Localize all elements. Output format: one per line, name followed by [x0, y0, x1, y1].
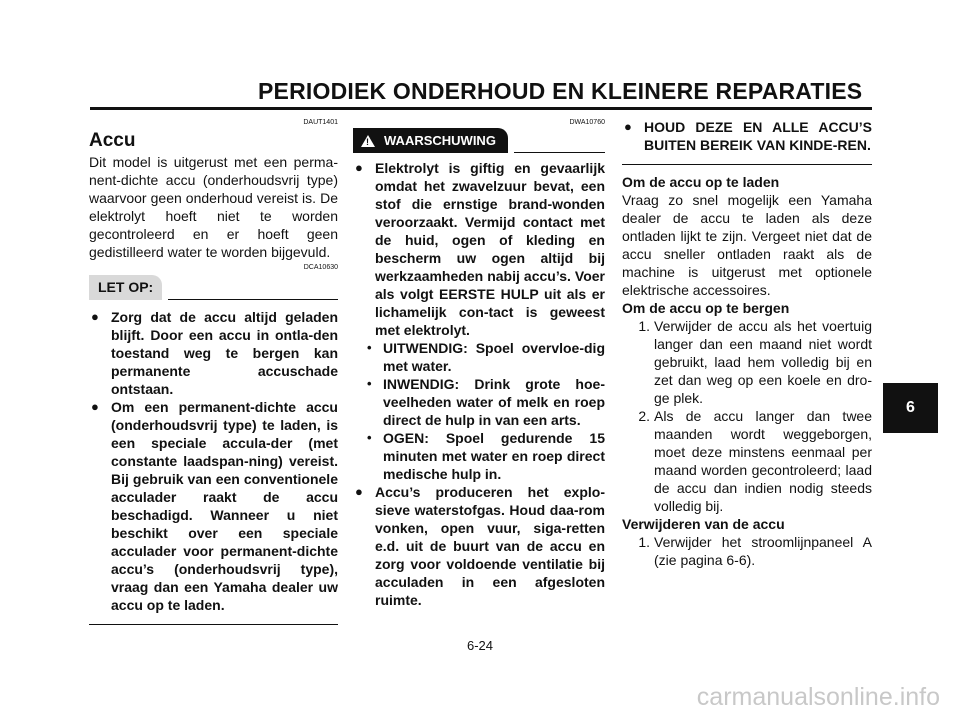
- warning-end-rule: [622, 164, 872, 165]
- remove-heading: Verwijderen van de accu: [622, 516, 785, 532]
- section-title: Accu: [89, 130, 136, 151]
- store-heading: Om de accu op te bergen: [622, 300, 790, 316]
- column-1: [89, 118, 338, 625]
- first-aid-list: [353, 339, 605, 483]
- warning-header: [353, 128, 605, 153]
- list-item: • UITWENDIG: Spoel overvloe-dig met water.: [353, 339, 605, 375]
- column-2: [353, 118, 605, 609]
- warning-badge: [353, 128, 508, 153]
- list-item: ● Accu’s produceren het explo-sieve waterstofgas. Houd daa-rom vonken, open vuur, siga-retten e.d. uit de buurt van de accu en zorg voor voldoende ventilatie bij acculaden in een afgesloten ruimte.: [353, 483, 605, 609]
- list-item: 1. Verwijder het stroomlijnpaneel A (zie pagina 6-6).: [638, 534, 872, 568]
- list-item: • INWENDIG: Drink grote hoe-veelheden water of melk en roep direct de hulp in van een arts.: [353, 375, 605, 429]
- list-item: 2. Als de accu langer dan twee maanden wordt weggeborgen, moet deze minstens eenmaal per maand worden gecontroleerd; laad de accu dan indien nodig steeds volledig bij.: [638, 408, 872, 514]
- header-rule: [90, 107, 872, 110]
- warning-code: DWA10760: [569, 119, 605, 126]
- notice-header: [89, 275, 338, 300]
- list-item: ● Om een permanent-dichte accu (onderhoudsvrij type) te laden, is een speciale accula-der (met constante laadspan-ning) vereist. Bij gebruik van een conventionele acculader raakt de accu beschadigd. Wanneer u niet beschikt over een speciale acculader voor permanent-dichte accu’s (onderhoudsvrij type), vraag dan een Yamaha dealer uw accu op te laden.: [89, 398, 338, 614]
- store-steps: [622, 317, 872, 515]
- list-item: • OGEN: Spoel gedurende 15 minuten met water en roep direct medische hulp in.: [353, 429, 605, 483]
- warning-label: WAARSCHUWING: [384, 133, 496, 148]
- notice-list: [89, 308, 338, 614]
- watermark: carmanualsonline.info: [696, 683, 940, 711]
- charge-paragraph: Vraag zo snel mogelijk een Yamaha dealer de accu te laden als deze ontladen lijkt te zijn. Vergeet niet dat de accu sneller ontladen raakt als de machine is uitgerust met optionele elektrische accessoires.: [622, 192, 872, 298]
- warning-list: [353, 159, 605, 609]
- notice-code: DCA10630: [303, 264, 338, 271]
- page-number: 6-24: [466, 638, 494, 653]
- chapter-tab: 6: [883, 383, 938, 433]
- section-code: DAUT1401: [303, 119, 338, 126]
- list-item: 1. Verwijder de accu als het voertuig langer dan een maand niet wordt gebruikt, laad hem volledig bij en zet dan weg op een koele en dro-ge plek.: [638, 318, 872, 406]
- charge-heading: Om de accu op te laden: [622, 174, 780, 190]
- intro-paragraph: Dit model is uitgerust met een perma-nent-dichte accu (onderhoudsvrij type) waarvoor geen onderhoud vereist is. De elektrolyt hoeft niet te worden gecontroleerd en er hoeft geen gedistilleerd water te worden bijgevuld.: [89, 154, 338, 260]
- list-item: ● Elektrolyt is giftig en gevaarlijk omdat het zwavelzuur bevat, een stof die ernstige brand-wonden veroorzaakt. Vermijd contact met de huid, ogen of kleding en bescherm uw ogen altijd bij werkzaamheden nabij accu’s. Voer als volgt EERSTE HULP uit als er lichamelijk con-tact is geweest met elektrolyt. • UITWENDIG: Spoel overvloe-dig met water. • INWENDIG: Drink grote hoe-veelheden water of melk en roep direct de hulp in van een arts. • OGEN: Spoel gedurende 15 minuten met water en roep direct medische hulp in.: [353, 159, 605, 483]
- page-header-title: PERIODIEK ONDERHOUD EN KLEINERE REPARATIES: [258, 78, 863, 104]
- warning-icon: !: [361, 135, 375, 147]
- warning-list-continued: [622, 118, 872, 154]
- column-3: [622, 118, 872, 569]
- notice-rule: [168, 299, 338, 300]
- list-item: ● Zorg dat de accu altijd geladen blijft. Door een accu in ontla-den toestand weg te bergen kan permanente accuschade ontstaan.: [89, 308, 338, 398]
- notice-label: LET OP:: [89, 275, 162, 300]
- list-item: ● HOUD DEZE EN ALLE ACCU’S BUITEN BEREIK VAN KINDE-REN.: [622, 118, 872, 154]
- notice-end-rule: [89, 624, 338, 625]
- remove-steps: [622, 533, 872, 569]
- warning-rule: [514, 152, 605, 153]
